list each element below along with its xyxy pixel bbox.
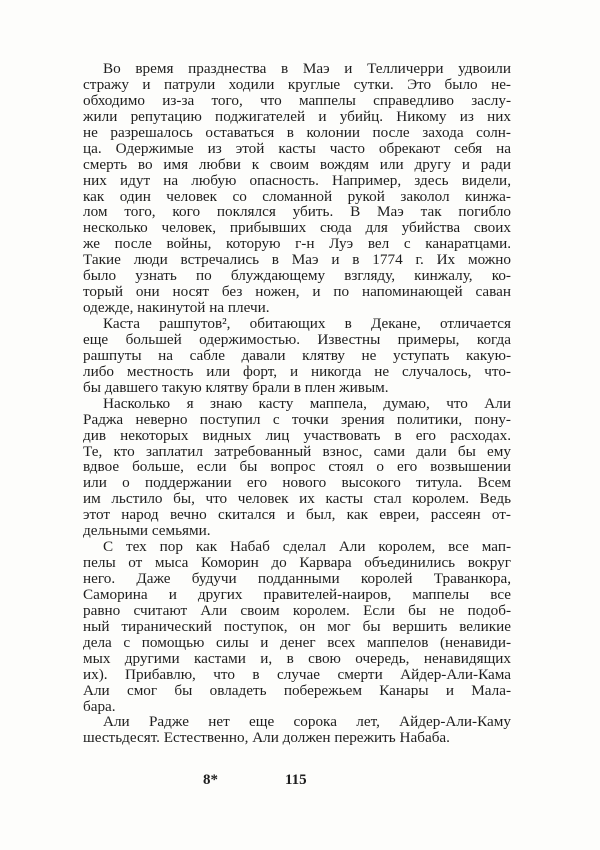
paragraph <box>83 396 511 539</box>
paragraph <box>83 539 511 714</box>
text-line: Саморина и других правителей-наиров, маппелы все <box>83 585 511 603</box>
text-line: Такие люди встречались в Маэ и в 1774 г. Их можно <box>83 251 511 269</box>
text-line: было узнать по блуждающему взгляду, кинжалу, ко- <box>83 267 511 285</box>
paragraph <box>83 316 511 396</box>
text-line: них идут на любую опасность. Например, здесь видели, <box>83 171 511 189</box>
text-line: Али Радже нет еще сорока лет, Айдер-Али-Каму <box>103 713 511 731</box>
paragraph <box>83 714 511 746</box>
page-body-text <box>83 61 511 746</box>
text-line: дела с помощью силы и денег всех маппелов (ненавиди- <box>83 633 511 651</box>
text-line: Те, кто заплатил затребованный взнос, сами дали бы ему <box>83 442 511 460</box>
text-line: лом того, кого поклялся убить. В Маэ так погибло <box>83 203 511 221</box>
text-line: одежде, накинутой на плечи. <box>83 299 270 317</box>
text-line: бара. <box>83 697 116 715</box>
text-line: рашпуты на сабле давали клятву не уступать какую- <box>83 346 511 364</box>
text-line: либо местность или форт, и никогда не случалось, что- <box>83 362 511 380</box>
text-line: торый они носят без ножен, и по напоминающей саван <box>83 283 511 301</box>
text-line: равно считают Али своим королем. Если бы не подоб- <box>83 601 511 619</box>
text-line: мых другими кастами и, в свою очередь, ненавидящих <box>83 649 511 667</box>
text-line: Раджа неверно поступил с точки зрения политики, пону- <box>83 410 511 428</box>
text-line: обходимо из-за того, что маппелы справедливо заслу- <box>83 91 511 109</box>
text-line: ный тиранический поступок, он мог бы вершить великие <box>83 617 511 635</box>
text-line: Али смог бы овладеть побережьем Канары и Мала- <box>83 681 511 699</box>
paragraph <box>83 61 511 316</box>
page-number: 115 <box>285 772 307 788</box>
text-line: дельными семьями. <box>83 522 211 540</box>
text-line: или о поддержании его нового высокого титула. Всем <box>83 474 511 492</box>
text-line: смерть во имя любви к своим вождям или другу и ради <box>83 155 511 173</box>
text-line: пелы от мыса Коморин до Карвара объединились вокруг <box>83 554 511 572</box>
text-line: ца. Одержимые из этой касты часто обрекают себя на <box>83 139 511 157</box>
text-line: их). Прибавлю, что в случае смерти Айдер-Али-Кама <box>83 665 511 683</box>
text-line: шестьдесят. Естественно, Али должен пережить Набаба. <box>83 729 450 747</box>
text-line: Во время празднества в Маэ и Телличерри удвоили <box>103 60 511 77</box>
text-line: Каста рашпутов², обитающих в Декане, отличается <box>103 315 511 332</box>
text-line: бы давшего такую клятву брали в плен живым. <box>83 378 389 396</box>
text-line: С тех пор как Набаб сделал Али королем, все мап- <box>103 538 511 556</box>
text-line: вдвое больше, если бы вопрос стоял о его возвышении <box>83 458 511 476</box>
text-line: же после войны, которую г-н Луэ вел с канаратцами. <box>83 235 511 253</box>
text-line: этот народ вечно скитался и был, как евреи, рассеян от- <box>83 506 511 524</box>
text-line: несколько человек, прибывших сюда для убийства своих <box>83 219 511 237</box>
text-line: див некоторых видных лиц участвовать в его расходах. <box>83 426 511 444</box>
text-line: Насколько я знаю касту маппела, думаю, что Али <box>103 394 511 412</box>
text-line: жили репутацию поджигателей и убийц. Никому из них <box>83 107 511 125</box>
text-line: им льстило бы, что человек их касты стал королем. Ведь <box>83 490 511 508</box>
text-line: не разрешалось оставаться в колонии после захода солн- <box>83 123 511 141</box>
signature-mark: 8* <box>203 772 218 788</box>
text-line: него. Даже будучи подданными королей Траванкора, <box>83 570 511 587</box>
text-line: еще большей одержимостью. Известны примеры, когда <box>83 330 511 348</box>
text-line: как один человек со сломанной рукой заколол кинжа- <box>83 187 511 205</box>
text-line: стражу и патрули ходили круглые сутки. Это было не- <box>83 75 511 93</box>
